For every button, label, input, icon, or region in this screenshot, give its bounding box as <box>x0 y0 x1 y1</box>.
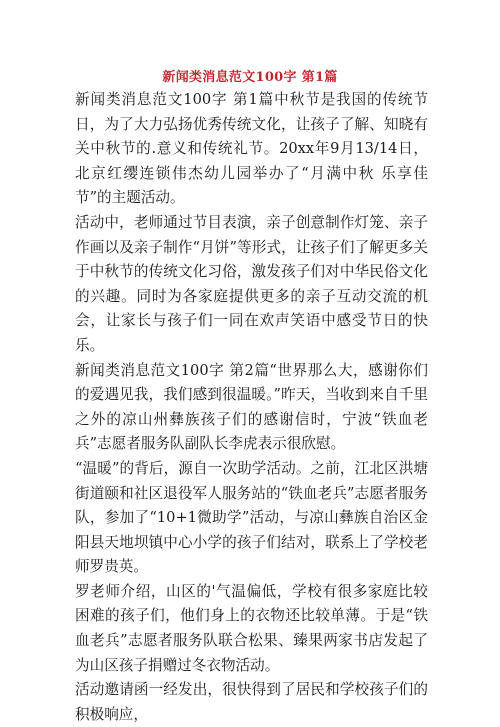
paragraph-2: 活动中，老师通过节目表演，亲子创意制作灯笼、亲子作画以及亲子制作“月饼”等形式，让孩子们了解更多关于中秋节的传统文化习俗，激发孩子们对中华民俗文化的兴趣。同时为各家庭提供更多的亲子互动交流的机会，让家长与孩子们一同在欢声笑语中感受节日的快乐。 <box>75 213 428 354</box>
document-body <box>75 88 428 727</box>
paragraph-3: 新闻类消息范文100字 第2篇“世界那么大，感谢你们的爱遇见我，我们感到很温暖。”昨天，当收到来自千里之外的凉山州彝族孩子们的感谢信时，宁波“铁血老兵”志愿者服务队副队长李虎表示很欣慰。 <box>75 361 428 453</box>
paragraph-6: 活动邀请函一经发出，很快得到了居民和学校孩子们的积极响应， <box>75 681 428 723</box>
paragraph-5: 罗老师介绍，山区的'气温偏低，学校有很多家庭比较困难的孩子们，他们身上的衣物还比较单薄。于是“铁血老兵”志愿者服务队联合松果、臻果两家书店发起了为山区孩子捐赠过冬衣物活动。 <box>75 582 428 674</box>
paragraph-4: “温暖”的背后，源自一次助学活动。之前，江北区洪塘街道颐和社区退役军人服务站的“铁血老兵”志愿者服务队，参加了“10+1微助学”活动，与凉山彝族自治区金阳县天地坝镇中心小学的孩子们结对，联系上了学校老师罗贵英。 <box>75 459 428 576</box>
paragraph-1: 新闻类消息范文100字 第1篇中秋节是我国的传统节日，为了大力弘扬优秀传统文化，让孩子了解、知晓有关中秋节的.意义和传统礼节。20xx年9月13/14日，北京红缨连锁伟杰幼儿园举办了“月满中秋 乐享佳节”的主题活动。 <box>75 91 428 207</box>
document-title: 新闻类消息范文100字 第1篇 <box>162 70 338 85</box>
